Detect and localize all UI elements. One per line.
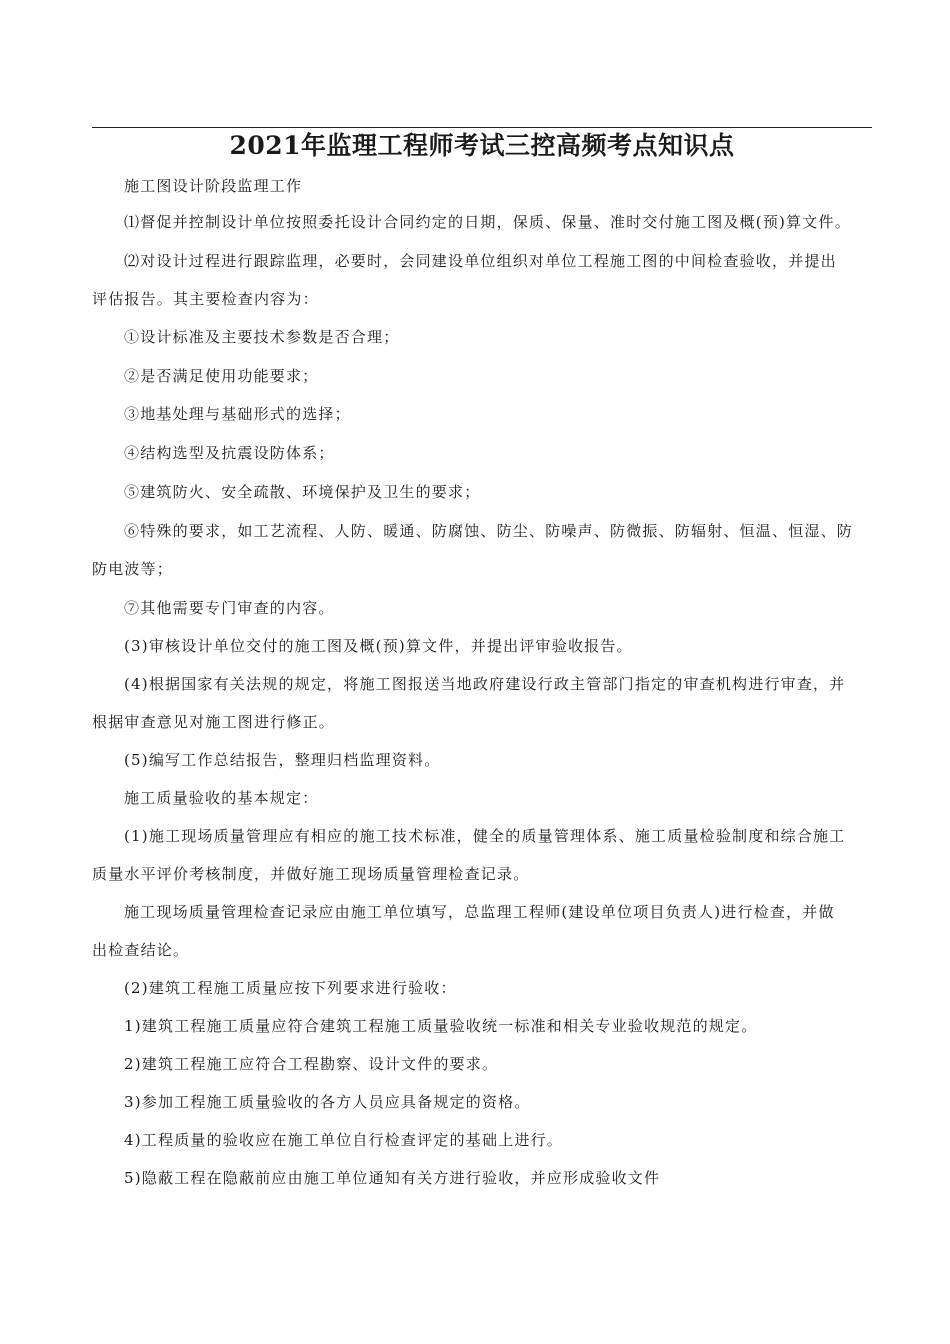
list-item: ④结构选型及抗震设防体系； bbox=[124, 444, 335, 462]
paragraph-line: (3)审核设计单位交付的施工图及概(预)算文件，并提出评审验收报告。 bbox=[124, 637, 633, 655]
paragraph-line: 施工现场质量管理检查记录应由施工单位填写，总监理工程师(建设单位项目负责人)进行检查，并做 bbox=[124, 903, 835, 921]
paragraph-line: (4)根据国家有关法规的规定，将施工图报送当地政府建设行政主管部门指定的审查机构进行审查，并 bbox=[124, 675, 846, 693]
section-heading-acceptance: 施工质量验收的基本规定： bbox=[124, 789, 319, 807]
list-item: ②是否满足使用功能要求； bbox=[124, 367, 319, 385]
list-item: 5)隐蔽工程在隐蔽前应由施工单位通知有关方进行验收，并应形成验收文件 bbox=[124, 1169, 661, 1187]
paragraph-line: 防电波等； bbox=[92, 560, 174, 578]
list-item: 4)工程质量的验收应在施工单位自行检查评定的基础上进行。 bbox=[124, 1131, 563, 1149]
paragraph-line: (5)编写工作总结报告，整理归档监理资料。 bbox=[124, 751, 441, 769]
list-item: 1)建筑工程施工质量应符合建筑工程施工质量验收统一标准和相关专业验收规范的规定。 bbox=[124, 1017, 758, 1035]
list-item: ⑤建筑防火、安全疏散、环境保护及卫生的要求； bbox=[124, 483, 481, 501]
document-title: 2021年监理工程师考试三控高频考点知识点 bbox=[229, 131, 735, 160]
list-item: ⑥特殊的要求，如工艺流程、人防、暖通、防腐蚀、防尘、防噪声、防微振、防辐射、恒温、恒湿、防 bbox=[124, 522, 854, 540]
list-item: 2)建筑工程施工应符合工程勘察、设计文件的要求。 bbox=[124, 1055, 499, 1073]
paragraph-line: 评估报告。其主要检查内容为： bbox=[92, 290, 319, 308]
paragraph-line: (2)建筑工程施工质量应按下列要求进行验收： bbox=[124, 979, 457, 997]
paragraph-line: 出检查结论。 bbox=[92, 941, 190, 959]
paragraph-line: ⑴督促并控制设计单位按照委托设计合同约定的日期，保质、保量、准时交付施工图及概(预)算文件。 bbox=[124, 213, 851, 231]
paragraph-line: ⑵对设计过程进行跟踪监理，必要时，会同建设单位组织对单位工程施工图的中间检查验收，并提出 bbox=[124, 252, 837, 270]
list-item: ①设计标准及主要技术参数是否合理； bbox=[124, 328, 400, 346]
paragraph-line: (1)施工现场质量管理应有相应的施工技术标准，健全的质量管理体系、施工质量检验制度和综合施工 bbox=[124, 827, 846, 845]
paragraph-line: 根据审查意见对施工图进行修正。 bbox=[92, 713, 336, 731]
list-item: 3)参加工程施工质量验收的各方人员应具备规定的资格。 bbox=[124, 1093, 531, 1111]
paragraph-line: 质量水平评价考核制度，并做好施工现场质量管理检查记录。 bbox=[92, 865, 530, 883]
list-item: ⑦其他需要专门审查的内容。 bbox=[124, 599, 335, 617]
list-item: ③地基处理与基础形式的选择； bbox=[124, 405, 351, 423]
section-heading-design-stage: 施工图设计阶段监理工作 bbox=[124, 177, 303, 195]
